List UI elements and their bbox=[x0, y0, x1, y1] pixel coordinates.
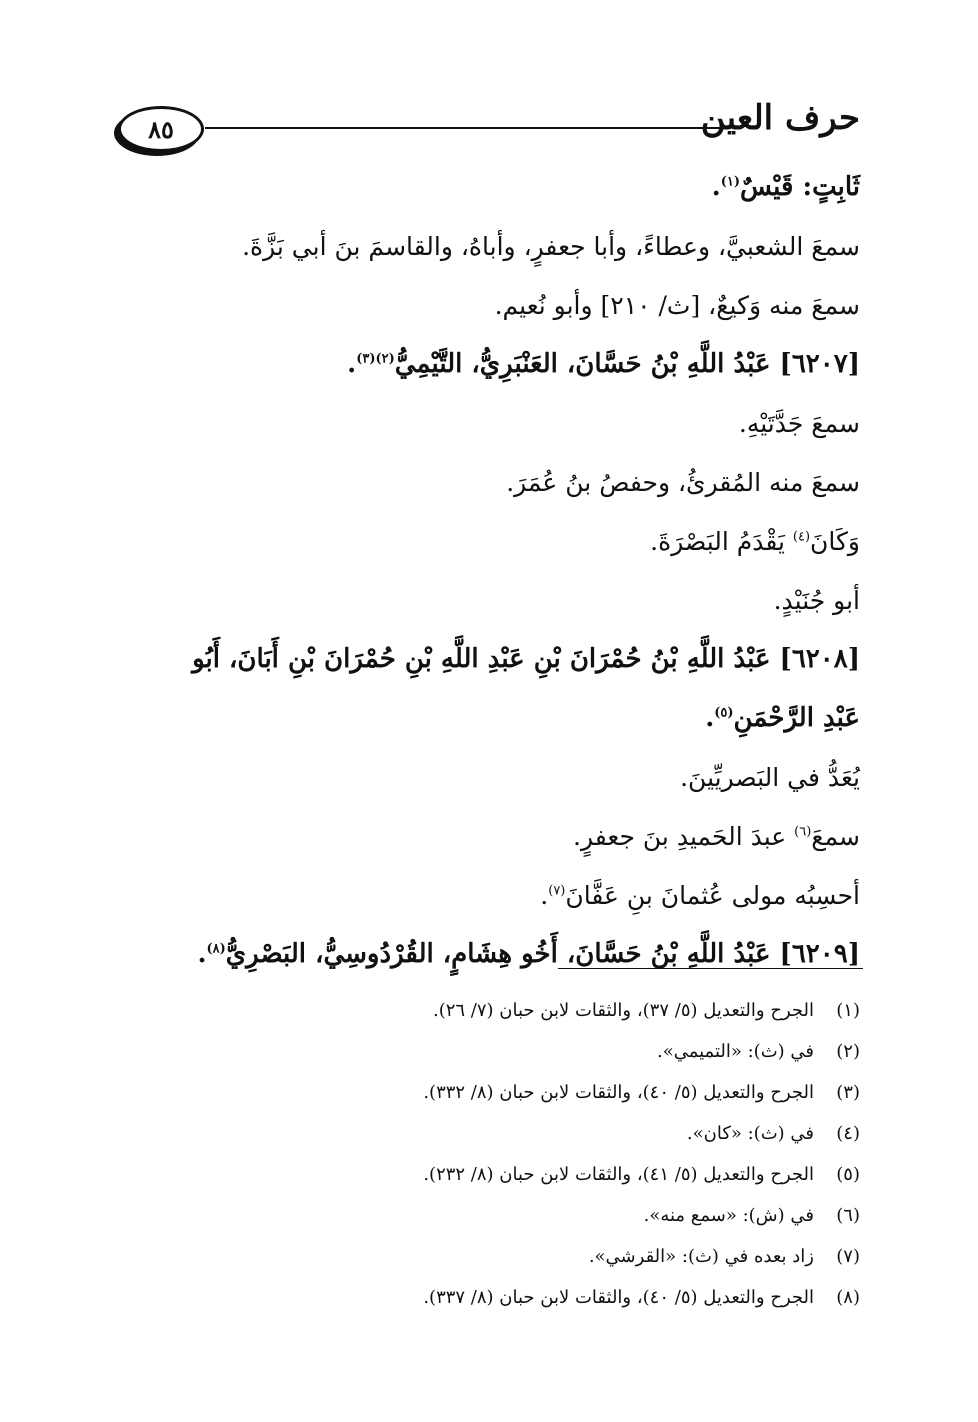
footnote-ref[interactable]: (٥) bbox=[714, 705, 734, 721]
footnote bbox=[423, 1236, 860, 1277]
footnote-number: (٤) bbox=[836, 1123, 860, 1144]
footnote-number: (٨) bbox=[836, 1287, 860, 1308]
footnote bbox=[423, 1195, 860, 1236]
text-line: أبو جُنَيْدٍ. bbox=[773, 586, 860, 615]
text-line: وَكَانَ$^{(٤)}$ يَقْدَمُ البَصْرَةَ. bbox=[650, 527, 860, 556]
footnote bbox=[423, 1113, 860, 1154]
footnote-text: الجرح والتعديل (٥/ ٣٧)، والثقات لابن حبان (٧/ ٢٦). bbox=[432, 1000, 814, 1021]
footnote-text: في (ث): «كان». bbox=[686, 1123, 814, 1144]
footnote bbox=[423, 1031, 860, 1072]
page-number-badge: ٨٥ bbox=[118, 106, 204, 152]
text-line: سمعَ منه المُقرئُ، وحفصُ بنُ عُمَرَ. bbox=[506, 468, 860, 497]
footnote bbox=[423, 1154, 860, 1195]
footnote-separator bbox=[558, 968, 863, 969]
text-line: سمعَ جَدَّتَيْهِ. bbox=[738, 409, 860, 438]
footnote-number: (٣) bbox=[836, 1082, 860, 1103]
text-line: سمعَ منه وَكيعٌ، [ث/ ٢١٠] وأبو نُعيم. bbox=[494, 291, 860, 320]
footnote-text: الجرح والتعديل (٥/ ٤١)، والثقات لابن حبان (٨/ ٢٣٢). bbox=[423, 1164, 814, 1185]
footnote-text: الجرح والتعديل (٥/ ٤٠)، والثقات لابن حبان (٨/ ٣٣٢). bbox=[423, 1082, 814, 1103]
footnote-text: الجرح والتعديل (٥/ ٤٠)، والثقات لابن حبان (٨/ ٣٣٧). bbox=[423, 1287, 814, 1308]
footnote bbox=[423, 990, 860, 1031]
footnote-ref[interactable]: (٨) bbox=[206, 941, 226, 957]
text-line: سمعَ$^{(٦)}$ عبدَ الحَميدِ بنَ جعفرٍ. bbox=[573, 822, 860, 851]
text-line: ثَابِتٍ: قَيْسٌ$^{(١)}$. bbox=[711, 172, 860, 202]
text-line: يُعَدُّ في البَصريِّينَ. bbox=[680, 763, 860, 792]
footnote-number: (٧) bbox=[836, 1246, 860, 1267]
footnote-ref[interactable]: (٧) bbox=[548, 883, 566, 899]
footnote-number: (١) bbox=[836, 1000, 860, 1021]
footnote-text: في (ث): «التميمي». bbox=[656, 1041, 814, 1062]
footnote-ref[interactable]: (٦) bbox=[794, 824, 812, 840]
footnote bbox=[423, 1072, 860, 1113]
footnote-ref[interactable]: (٢)(٣) bbox=[356, 351, 395, 367]
footnotes bbox=[423, 990, 860, 1318]
entry-heading-6208: [٦٢٠٨] عَبْدُ اللَّهِ بْنُ حُمْرَانَ بْنِ عَبْدِ اللَّهِ بْنِ حُمْرَانَ بْنِ أَبَانَ، أَبُو bbox=[192, 644, 860, 674]
entry-heading-6207: [٦٢٠٧] عَبْدُ اللَّهِ بْنُ حَسَّانَ، العَنْبَرِيُّ، التَّيْمِيُّ$^{(٢)(٣)}$. bbox=[347, 349, 860, 379]
header-rule bbox=[205, 127, 728, 129]
footnote-number: (٥) bbox=[836, 1164, 860, 1185]
entry-heading-6209: [٦٢٠٩] عَبْدُ اللَّهِ بْنُ حَسَّانَ، أَخُو هِشَامٍ، القُرْدُوسِيُّ، البَصْرِيُّ$^{(٨)}$. bbox=[197, 939, 860, 969]
running-header-title: حرف العين bbox=[700, 98, 860, 138]
footnote-text: في (ش): «سمع منه». bbox=[643, 1205, 814, 1226]
entry-heading-6208-cont: عَبْدِ الرَّحْمَنِ$^{(٥)}$. bbox=[705, 703, 860, 733]
text-line: سمعَ الشعبيَّ، وعطاءً، وأبا جعفرٍ، وأباهُ، والقاسمَ بنَ أبي بَزَّةَ. bbox=[242, 232, 860, 261]
footnote-number: (٦) bbox=[836, 1205, 860, 1226]
footnote bbox=[423, 1277, 860, 1318]
footnote-number: (٢) bbox=[836, 1041, 860, 1062]
text-line: أحسِبُه مولى عُثمانَ بنِ عَفَّانَ$^{(٧)}$. bbox=[540, 881, 860, 910]
footnote-ref[interactable]: (٤) bbox=[792, 529, 811, 545]
footnote-ref[interactable]: (١) bbox=[720, 174, 740, 190]
main-text bbox=[95, 158, 860, 984]
footnote-text: زاد بعده في (ث): «القرشي». bbox=[588, 1246, 814, 1267]
